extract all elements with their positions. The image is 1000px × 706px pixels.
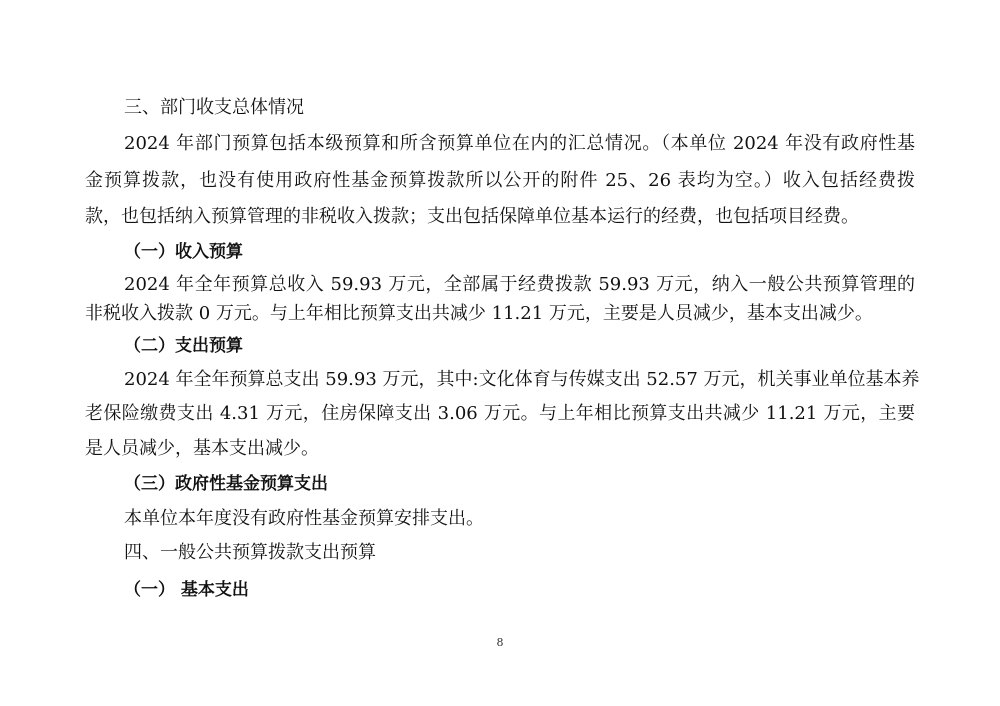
paragraph-line: 金预算拨款，也没有使用政府性基金预算拨款所以公开的附件 25、26 表均为空。）收入包括经费拨 <box>85 170 915 191</box>
paragraph-line: 2024 年全年预算总支出 59.93 万元，其中:文化体育与传媒支出 52.57 万元，机关事业单位基本养 <box>124 369 920 390</box>
paragraph-line: 款，也包括纳入预算管理的非税收入拨款；支出包括保障单位基本运行的经费，也包括项目经费。 <box>85 206 859 227</box>
paragraph-line: 2024 年全年预算总收入 59.93 万元，全部属于经费拨款 59.93 万元，纳入一般公共预算管理的 <box>124 274 915 295</box>
paragraph-line: 2024 年部门预算包括本级预算和所含预算单位在内的汇总情况。（本单位 2024 年没有政府性基 <box>124 133 915 154</box>
page-number: 8 <box>496 636 504 649</box>
paragraph-line: 是人员减少，基本支出减少。 <box>85 438 319 459</box>
section-heading: 四、一般公共预算拨款支出预算 <box>124 542 376 563</box>
subsection-heading: （二）支出预算 <box>124 336 243 356</box>
paragraph-line: 非税收入拨款 0 万元。与上年相比预算支出共减少 11.21 万元，主要是人员减少，基本支出减少。 <box>85 303 873 324</box>
subsection-heading: （一） 基本支出 <box>124 580 249 600</box>
subsection-heading: （三）政府性基金预算支出 <box>124 474 328 494</box>
paragraph-line: 老保险缴费支出 4.31 万元，住房保障支出 3.06 万元。与上年相比预算支出共减少 11.21 万元，主要 <box>85 403 915 424</box>
paragraph-line: 本单位本年度没有政府性基金预算安排支出。 <box>124 508 484 529</box>
section-heading: 三、部门收支总体情况 <box>124 97 304 118</box>
subsection-heading: （一）收入预算 <box>124 242 243 262</box>
